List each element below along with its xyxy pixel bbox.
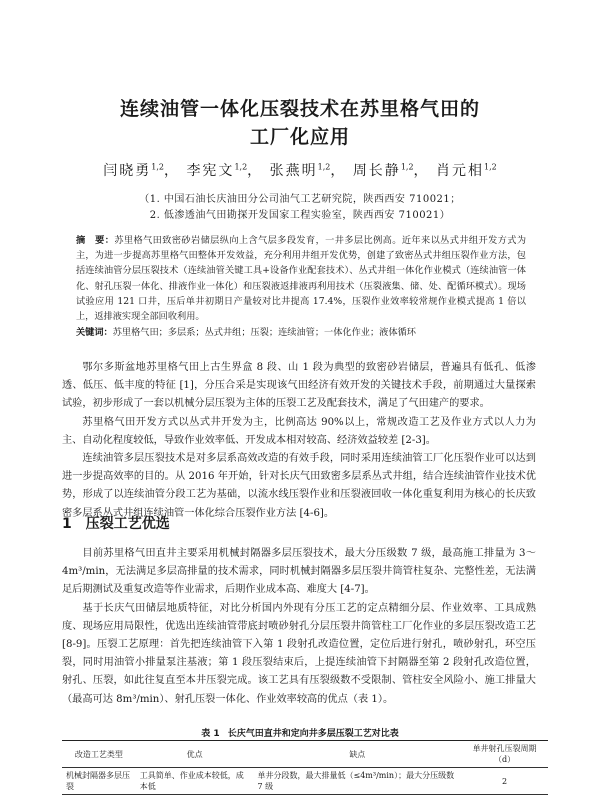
table-cell: 2	[461, 768, 548, 795]
paper-title-line-2: 工厂化应用	[249, 126, 350, 148]
abstract	[76, 233, 526, 324]
section-title: 压裂工艺优选	[85, 516, 170, 532]
author-name: 闫晓勇	[103, 163, 152, 179]
table-caption-text: 长庆气田直井和定向井多层压裂工艺对比表	[227, 729, 399, 739]
table-caption	[0, 726, 600, 739]
author-affiliation-sup: 1,2	[234, 162, 248, 172]
intro-paragraph: 连续油管多层压裂技术是对多层系高效改造的有效手段，同时采用连续油管工厂化压裂作业可以达到进一步提高效率的目的。从 2016 年开始，针对长庆气田致密多层系丛式井组，结合连续油管作业技术优势，形成了以连续油管分段工艺为基础，以流水线压裂作业和压裂液回收一体化重复利用为核心的长庆致密多层系丛式井组连续油管一体化综合压裂作业方法 [4-6]。	[62, 453, 536, 519]
table-cell: 机械封隔器多层压裂	[62, 768, 136, 795]
table-cell: 单井分段数，最大排量低（≤4m³/min）；最大分压级数 7 级	[254, 768, 462, 795]
affiliation-2: 2. 低渗透油气田勘探开发国家工程实验室，陕西西安 710021）	[149, 210, 451, 221]
section-1-body	[62, 545, 536, 709]
author-affiliation-sup: 1,2	[317, 162, 331, 172]
section-paragraph: 目前苏里格气田直井主要采用机械封隔器多层压裂技术，最大分压级数 7 级，最高施工排量为 3～4m³/min，无法满足多层高排量的技术需求，同时机械封隔器多层压裂井筒管柱复杂、完整性差，无法满足后期测试及重复改造等作业需求，后期作业成本高、难度大 [4-7]。	[62, 548, 536, 596]
author-list: 闫晓勇$^{1,2}$， 李宪文$^{1,2}$， 张燕明$^{1,2}$， 周长静$^{1,2}$， 肖元相$^{1,2}$	[103, 162, 497, 179]
table-header-cell: 单井射孔压裂周期（d）	[461, 741, 548, 768]
abstract-text: 苏里格气田致密砂岩储层纵向上含气层多段发育，一井多层比例高。近年来以丛式井组开发方式为主，为进一步提高苏里格气田整体开发效益，充分利用井组开发优势，创建了致密丛式井组压裂作业方法，包括连续油管分层压裂技术（连续油管关键工具+设备作业配套技术）、丛式井组一体化作业模式（连续油管一体化、射孔压裂一体化、排液作业一体化）和压裂液返排液再利用技术（压裂液集、储、处、配循环模式）。现场试验应用 121 口井，压后单井初期日产量较对比井提高 17.4%，压裂作业效率较常规作业模式提高 1 倍以上，返排液实现全部回收利用。	[76, 235, 527, 323]
author-affiliation-sup: 1,2	[484, 162, 497, 172]
table-number: 表 1	[201, 729, 220, 739]
keywords-label: 关键词：	[76, 327, 113, 338]
keywords-text: 苏里格气田；多层系；丛式井组；压裂；连续油管；一体化作业；液体循环	[112, 327, 416, 338]
author-name: 李宪文	[186, 163, 235, 179]
section-number: 1	[62, 516, 72, 532]
section-paragraph: 基于长庆气田储层地质特征，对比分析国内外现有分压工艺的定点精细分层、作业效率、工具成熟度、现场应用局限性，优选出连续油管带底封喷砂射孔分层压裂井筒管柱工厂化作业的多层压裂改造工艺 [8-9]。压裂工艺原理：首先把连续油管下入第 1 段射孔改造位置，定位后进行射孔，喷砂射孔，环空压裂，同时用油管小排量泵注基液；第 1 段压裂结束后，上提连续油管下封隔器至第 2 段射孔改造位置，射孔、压裂，如此往复直至本井压裂完成。该工艺具有压裂级数不受限制、管柱安全风险小、施工排量大（最高可达 8m³/min）、射孔压裂一体化、作业效率较高的优点（表 1）。	[62, 602, 536, 705]
keywords	[76, 326, 526, 340]
comparison-table	[62, 740, 548, 795]
table-header-cell: 缺点	[254, 741, 462, 768]
table-header-row	[62, 741, 548, 768]
paper-title-line-1: 连续油管一体化压裂技术在苏里格气田的	[119, 98, 480, 120]
affiliation-1: （1. 中国石油长庆油田分公司油气工艺研究院，陕西西安 710021；	[139, 194, 461, 205]
section-heading	[62, 513, 170, 533]
table-header-cell: 改造工艺类型	[62, 741, 136, 768]
author-name: 周长静	[352, 163, 401, 179]
intro-paragraph: 鄂尔多斯盆地苏里格气田上古生界盒 8 段、山 1 段为典型的致密砂岩储层，普遍具有低孔、低渗透、低压、低丰度的特征 [1]，分压合采是实现该气田经济有效开发的关键技术手段，前期通过大量探索试验，初步形成了一套以机械分层压裂为主体的压裂工艺及配套技术，满足了气田建产的要求。	[62, 362, 536, 410]
intro-paragraph: 苏里格气田开发方式以丛式井开发为主，比例高达 90%以上，常规改造工艺及作业方式以人力为主、自动化程度较低，导致作业效率低、开发成本相对较高、经济效益较差 [2-3]。	[62, 416, 536, 446]
abstract-label: 摘 要：	[76, 235, 115, 246]
table-cell: 工具简单、作业成本较低，成本低	[136, 768, 254, 795]
author-name: 肖元相	[436, 163, 484, 179]
table-header-cell: 优点	[136, 741, 254, 768]
author-affiliation-sup: 1,2	[151, 162, 164, 172]
table-row	[62, 768, 548, 795]
author-name: 张燕明	[269, 163, 318, 179]
author-affiliation-sup: 1,2	[400, 162, 414, 172]
introduction	[62, 359, 536, 523]
